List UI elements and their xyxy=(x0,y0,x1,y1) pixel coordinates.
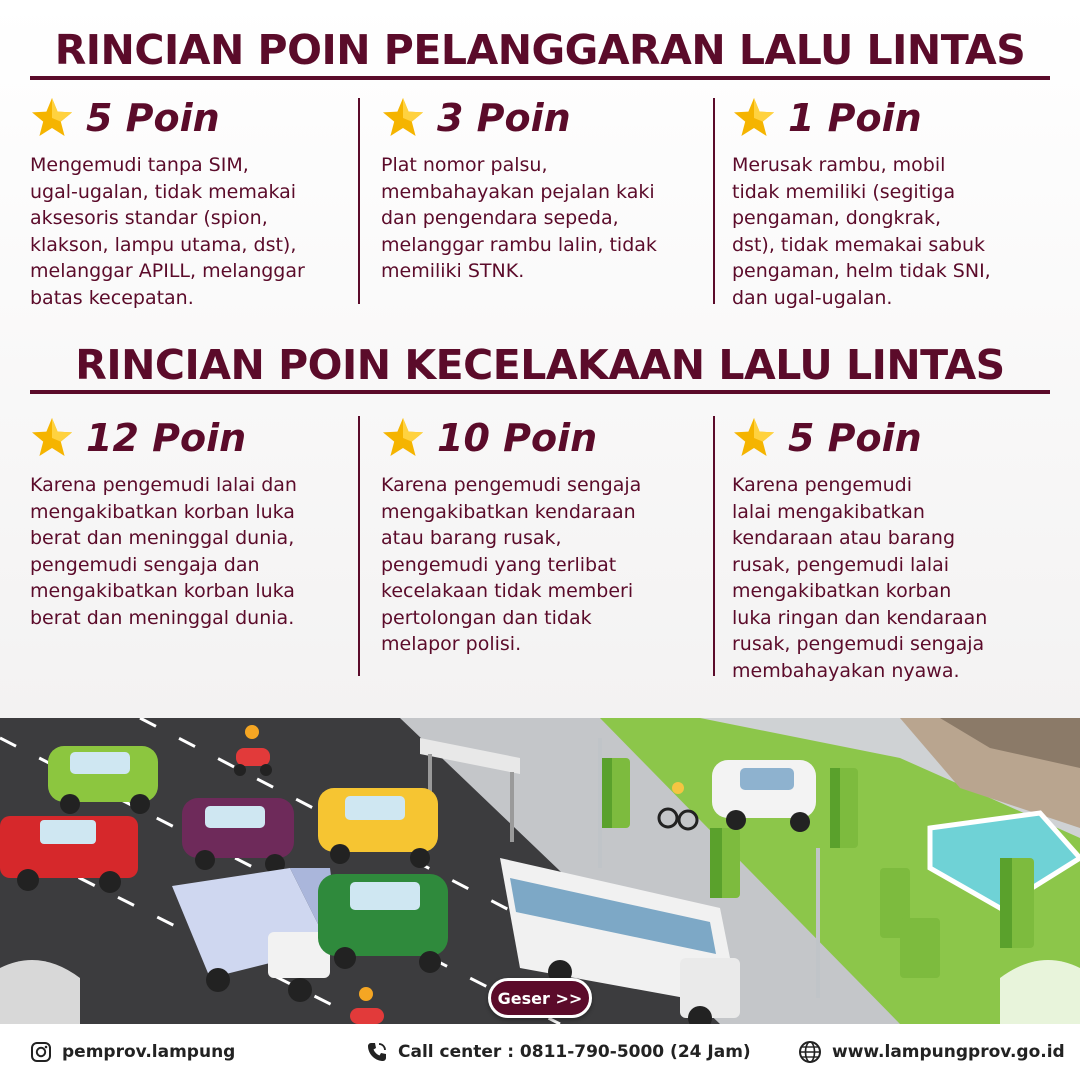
points-description: Karena pengemudi sengaja mengakibatkan kendaraan atau barang rusak, pengemudi yang terlibat kecelakaan tidak memberi pertolongan dan tidak melapor polisi. xyxy=(381,474,642,655)
violation-title-underline xyxy=(30,76,1050,80)
star-icon xyxy=(30,96,74,140)
star-icon xyxy=(381,96,425,140)
points-label: 1 Poin xyxy=(788,96,922,140)
points-label: 5 Poin xyxy=(86,96,220,140)
points-label: 12 Poin xyxy=(86,416,247,460)
accident-item-12 xyxy=(30,414,350,631)
points-description: Merusak rambu, mobil tidak memiliki (segitiga pengaman, dongkrak, dst), tidak memakai sabuk pengaman, helm tidak SNI, dan ugal-ugalan. xyxy=(732,154,991,309)
accident-item-5 xyxy=(732,414,1052,684)
accident-section-title: RINCIAN POIN KECELAKAAN LALU LINTAS xyxy=(75,341,1005,389)
points-label: 3 Poin xyxy=(437,96,571,140)
star-icon xyxy=(732,96,776,140)
star-icon xyxy=(732,416,776,460)
footer xyxy=(0,1024,1080,1080)
footer-instagram[interactable] xyxy=(30,1024,235,1080)
violation-item-5 xyxy=(30,94,350,311)
accident-item-10 xyxy=(381,414,701,658)
footer-call-center[interactable] xyxy=(366,1024,751,1080)
points-description: Mengemudi tanpa SIM, ugal-ugalan, tidak memakai aksesoris standar (spion, klakson, lampu utama, dst), melanggar APILL, melanggar batas kecepatan. xyxy=(30,154,305,309)
points-label: 5 Poin xyxy=(788,416,922,460)
phone-icon xyxy=(366,1041,388,1063)
column-divider xyxy=(358,416,360,676)
points-description: Plat nomor palsu, membahayakan pejalan kaki dan pengendara sepeda, melanggar rambu lalin, tidak memiliki STNK. xyxy=(381,154,657,282)
star-icon xyxy=(30,416,74,460)
accident-title-underline xyxy=(30,390,1050,394)
violation-item-3 xyxy=(381,94,701,285)
next-slide-button[interactable]: Geser >> xyxy=(488,978,592,1018)
violation-item-1 xyxy=(732,94,1052,311)
instagram-icon xyxy=(30,1041,52,1063)
points-description: Karena pengemudi lalai mengakibatkan kendaraan atau barang rusak, pengemudi lalai mengakibatkan korban luka ringan dan kendaraan rusak, pengemudi sengaja membahayakan nyawa. xyxy=(732,474,988,682)
call-center-text: Call center : 0811-790-5000 (24 Jam) xyxy=(398,1042,751,1062)
star-icon xyxy=(381,416,425,460)
points-description: Karena pengemudi lalai dan mengakibatkan korban luka berat dan meninggal dunia, pengemudi sengaja dan mengakibatkan korban luka berat dan meninggal dunia. xyxy=(30,474,297,629)
globe-icon xyxy=(798,1040,822,1064)
column-divider xyxy=(713,416,715,676)
points-label: 10 Poin xyxy=(437,416,598,460)
column-divider xyxy=(358,98,360,304)
instagram-handle: pemprov.lampung xyxy=(62,1042,236,1062)
violation-section-title: RINCIAN POIN PELANGGARAN LALU LINTAS xyxy=(54,26,1026,74)
footer-website[interactable] xyxy=(798,1024,1065,1080)
column-divider xyxy=(713,98,715,304)
website-url: www.lampungprov.go.id xyxy=(832,1042,1065,1062)
